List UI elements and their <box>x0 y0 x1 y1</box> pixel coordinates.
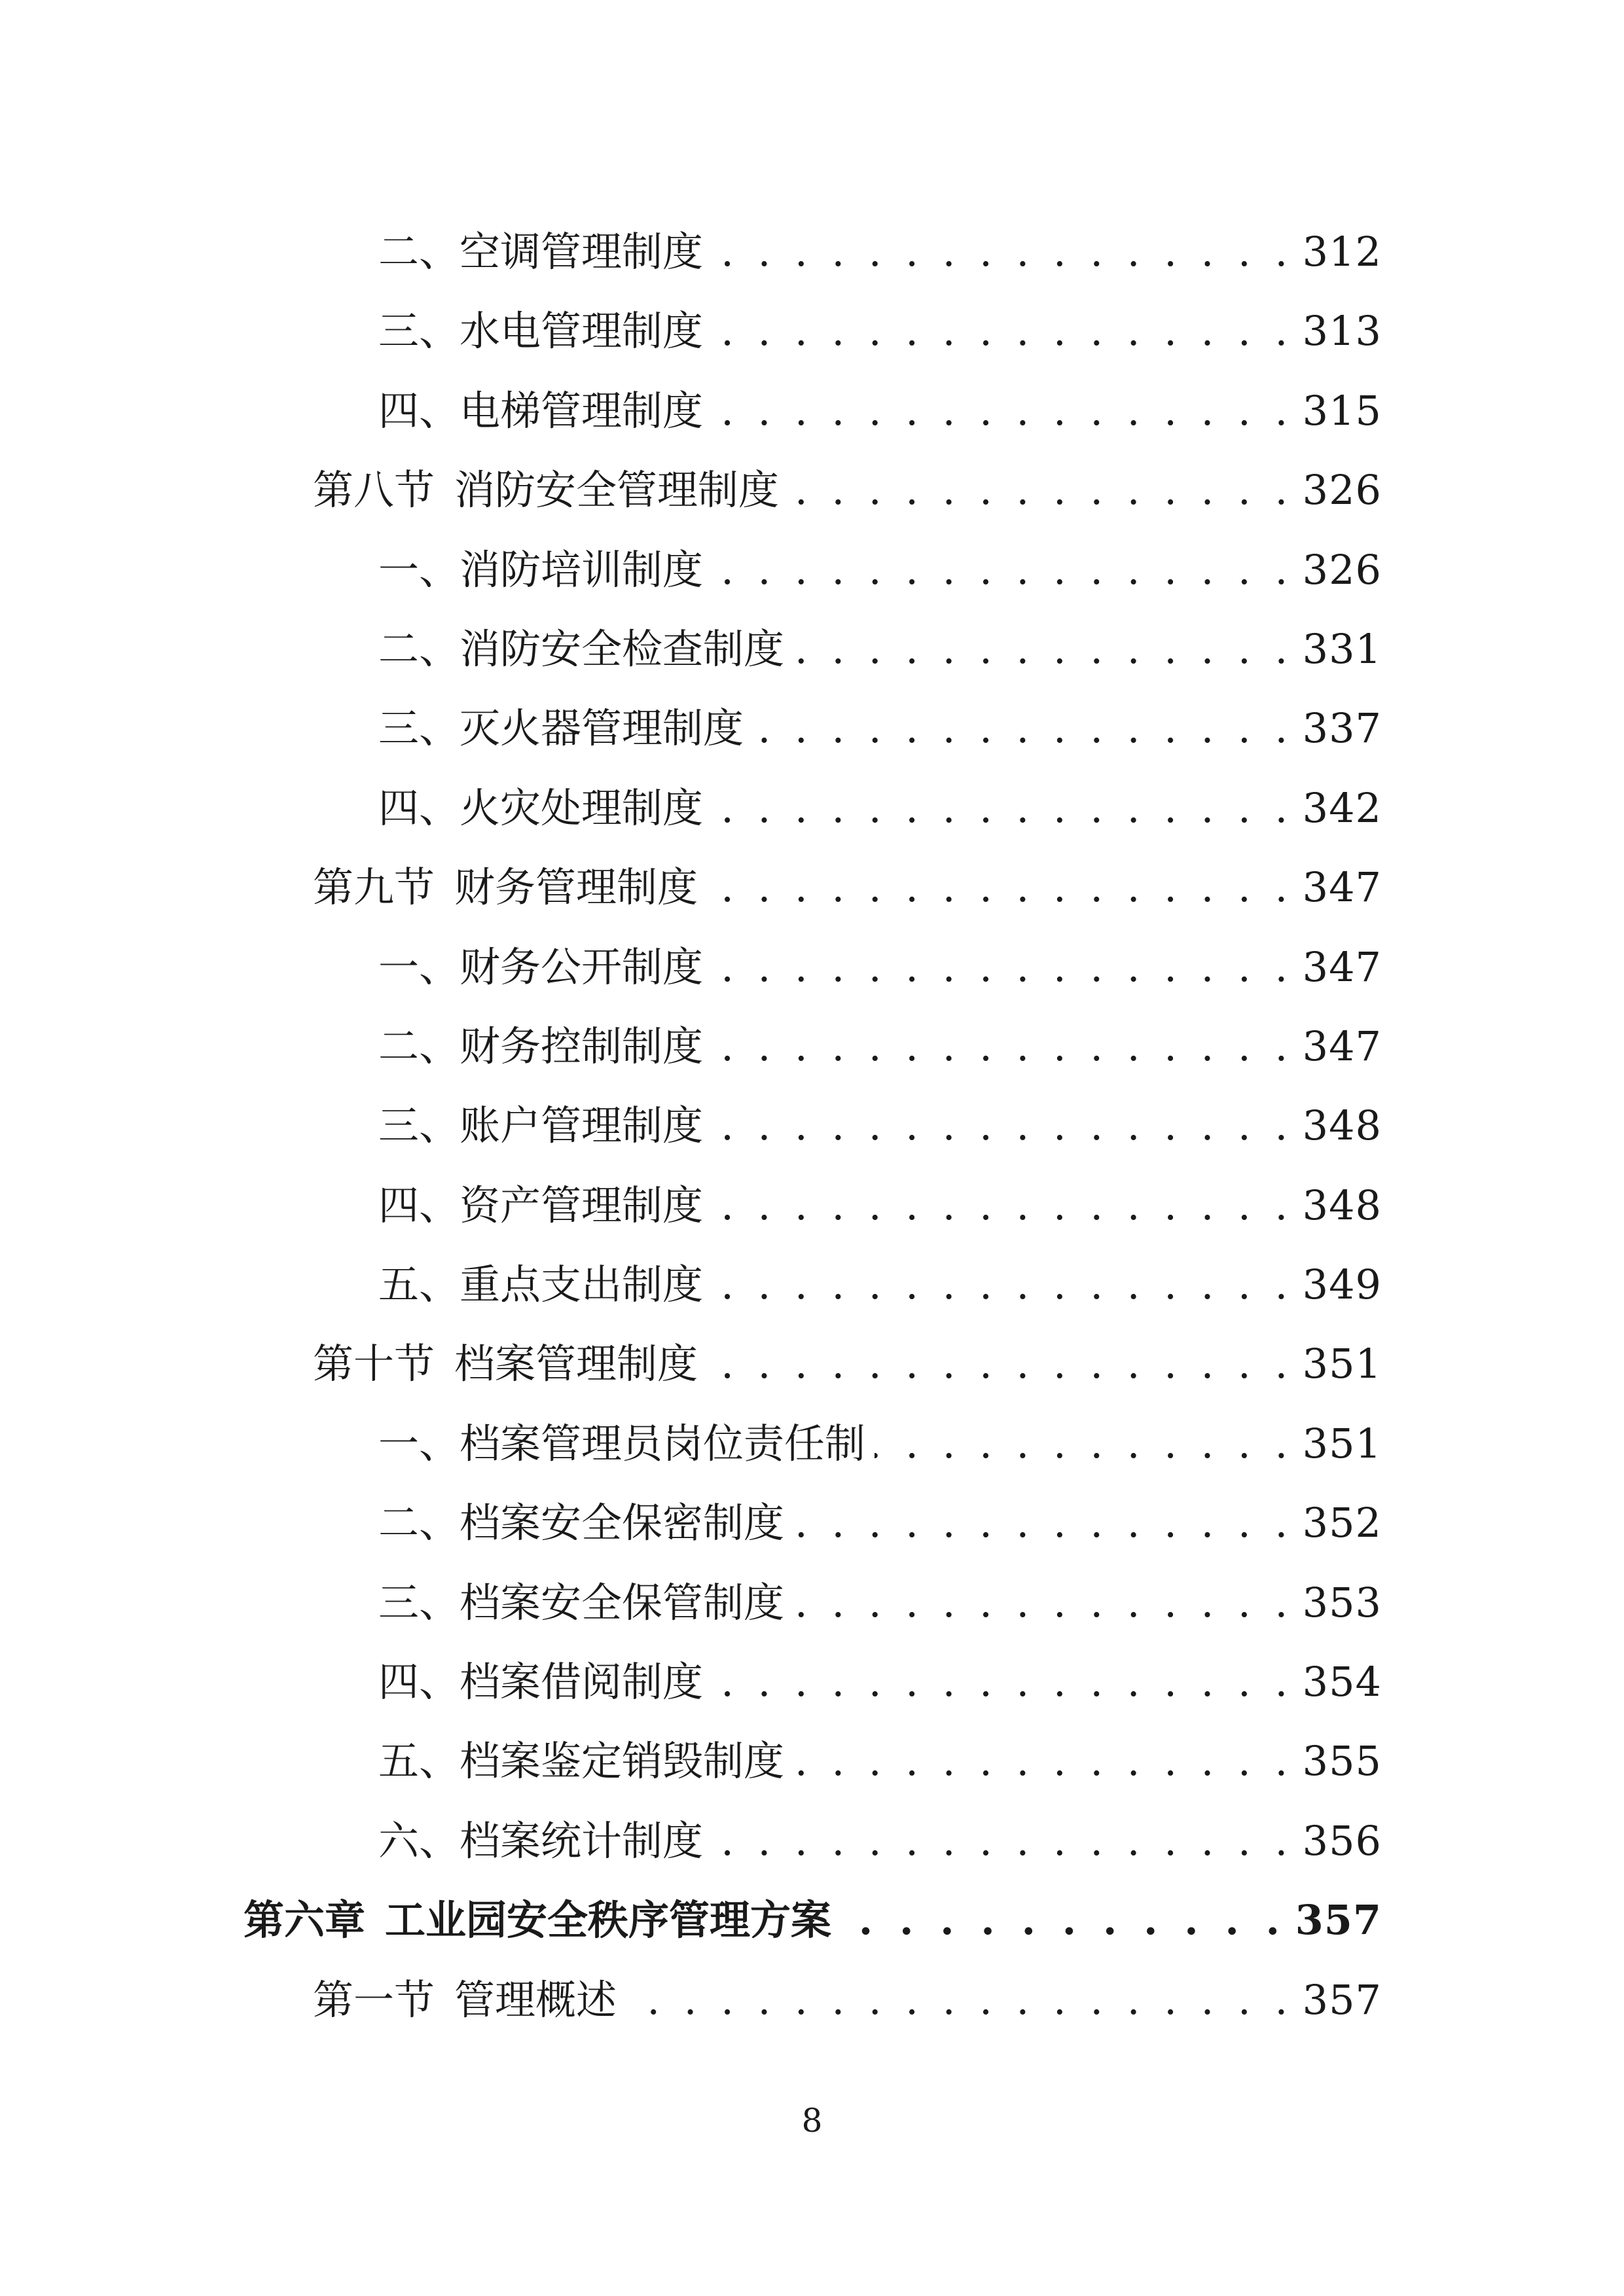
toc-entry-sub[interactable] <box>0 926 1624 1005</box>
toc-dot-leader <box>753 704 1293 753</box>
toc-entry-page: 313 <box>1302 307 1382 355</box>
toc-entry-number: 一、 <box>378 545 460 594</box>
toc-dot-leader <box>712 1022 1293 1071</box>
toc-entry-title: 空调管理制度 <box>460 228 704 276</box>
toc-entry-page: 351 <box>1302 1340 1382 1388</box>
toc-entry-sub[interactable] <box>0 608 1624 687</box>
toc-entry-line <box>378 687 1382 753</box>
toc-entry-sub[interactable] <box>0 1005 1624 1085</box>
toc-entry-number: 第六章 <box>244 1896 366 1945</box>
toc-entry-sub[interactable] <box>0 1085 1624 1164</box>
toc-entry-title: 水电管理制度 <box>460 307 704 355</box>
toc-entry-title: 灭火器管理制度 <box>460 704 744 753</box>
toc-dot-leader <box>712 1181 1293 1230</box>
toc-entry-line <box>378 1720 1382 1785</box>
toc-entry-sub[interactable] <box>0 1800 1624 1879</box>
toc-dot-leader <box>712 1658 1293 1706</box>
toc-entry-title: 档案安全保密制度 <box>460 1499 785 1547</box>
toc-entry-title: 管理概述 <box>454 1975 617 2024</box>
toc-entry-line <box>313 449 1382 514</box>
toc-entry-number: 三、 <box>378 1578 460 1626</box>
toc-entry-line <box>378 1800 1382 1865</box>
toc-entry-number: 三、 <box>378 704 460 753</box>
toc-entry-number: 四、 <box>378 783 460 832</box>
toc-entry-title: 财务管理制度 <box>454 863 698 912</box>
toc-entry-title: 档案管理员岗位责任制 <box>460 1419 866 1467</box>
toc-entry-page: 326 <box>1302 545 1382 594</box>
toc-entry-title: 消防安全管理制度 <box>454 466 780 514</box>
toc-entry-sub[interactable] <box>0 767 1624 846</box>
toc-dot-leader <box>788 466 1293 514</box>
toc-entry-number: 第九节 <box>313 863 435 912</box>
toc-entry-number: 第十节 <box>313 1340 435 1388</box>
toc-entry-line <box>313 1959 1382 2024</box>
toc-entry-sub[interactable] <box>0 370 1624 449</box>
toc-entry-line <box>378 1244 1382 1309</box>
toc-entry-page: 326 <box>1302 466 1382 514</box>
toc-entry-title: 电梯管理制度 <box>460 386 704 435</box>
toc-entry-line <box>378 529 1382 594</box>
toc-dot-leader <box>712 228 1293 276</box>
toc-entry-page: 315 <box>1302 386 1382 435</box>
toc-entry-sub[interactable] <box>0 1403 1624 1482</box>
toc-entry-sub[interactable] <box>0 290 1624 369</box>
toc-entry-title: 重点支出制度 <box>460 1261 704 1309</box>
toc-entry-number: 二、 <box>378 1022 460 1070</box>
toc-entry-line <box>378 1085 1382 1150</box>
toc-entry-number: 二、 <box>378 1499 460 1547</box>
toc-entry-sub[interactable] <box>0 1641 1624 1720</box>
toc-entry-sub[interactable] <box>0 1720 1624 1799</box>
toc-entry-title: 资产管理制度 <box>460 1181 704 1229</box>
toc-entry-line <box>378 1562 1382 1627</box>
toc-entry-title: 档案统计制度 <box>460 1816 704 1865</box>
toc-entry-number: 四、 <box>378 1658 460 1706</box>
toc-entry-line <box>378 370 1382 435</box>
toc-entry-page: 312 <box>1302 228 1382 276</box>
toc-entry-title: 财务公开制度 <box>460 942 704 991</box>
toc-entry-title: 账户管理制度 <box>460 1102 704 1150</box>
toc-dot-leader <box>875 1420 1293 1468</box>
toc-entry-number: 五、 <box>378 1261 460 1309</box>
toc-entry-number: 第一节 <box>313 1975 435 2024</box>
toc-dot-leader <box>712 307 1293 355</box>
toc-entry-title: 档案借阅制度 <box>460 1658 704 1706</box>
toc-dot-leader <box>707 1340 1293 1388</box>
toc-entry-line <box>378 1641 1382 1706</box>
toc-entry-line <box>378 1403 1382 1468</box>
toc-dot-leader <box>707 863 1293 912</box>
toc-dot-leader <box>712 784 1293 833</box>
toc-entry-number: 二、 <box>378 624 460 673</box>
toc-entry-page: 348 <box>1302 1102 1382 1150</box>
toc-entry-page: 353 <box>1302 1578 1382 1626</box>
toc-dot-leader <box>626 1976 1293 2024</box>
toc-entry-page: 348 <box>1302 1181 1382 1229</box>
table-of-contents <box>0 211 1624 2038</box>
toc-entry-title: 火灾处理制度 <box>460 783 704 832</box>
toc-entry-page: 354 <box>1302 1658 1382 1706</box>
toc-entry-number: 一、 <box>378 942 460 991</box>
toc-entry-line <box>378 290 1382 355</box>
toc-entry-title: 档案管理制度 <box>454 1340 698 1388</box>
toc-entry-title: 财务控制制度 <box>460 1022 704 1070</box>
toc-entry-title: 工业园安全秩序管理方案 <box>385 1896 832 1945</box>
toc-entry-title: 档案鉴定销毁制度 <box>460 1737 785 1785</box>
toc-entry-sub[interactable] <box>0 1244 1624 1323</box>
toc-entry-number: 四、 <box>378 1181 460 1229</box>
toc-entry-number: 三、 <box>378 307 460 355</box>
toc-entry-line <box>378 1005 1382 1071</box>
toc-entry-line <box>378 608 1382 673</box>
toc-entry-line <box>378 767 1382 833</box>
toc-entry-page: 355 <box>1302 1737 1382 1785</box>
toc-entry-section[interactable] <box>0 1323 1624 1402</box>
toc-entry-sub[interactable] <box>0 529 1624 608</box>
toc-entry-page: 331 <box>1302 624 1382 673</box>
toc-entry-number: 五、 <box>378 1737 460 1785</box>
toc-entry-number: 四、 <box>378 386 460 435</box>
toc-dot-leader <box>793 1579 1293 1627</box>
page-number: 8 <box>801 2102 823 2140</box>
toc-dot-leader <box>793 625 1293 673</box>
toc-entry-line <box>313 1323 1382 1388</box>
toc-entry-title: 消防培训制度 <box>460 545 704 594</box>
toc-entry-number: 二、 <box>378 228 460 276</box>
toc-dot-leader <box>793 1737 1293 1785</box>
toc-entry-number: 三、 <box>378 1102 460 1150</box>
toc-entry-line <box>378 1164 1382 1230</box>
toc-entry-section[interactable] <box>0 846 1624 925</box>
toc-dot-leader <box>793 1499 1293 1547</box>
toc-entry-page: 342 <box>1302 783 1382 832</box>
toc-entry-number: 一、 <box>378 1419 460 1467</box>
toc-entry-line <box>313 846 1382 912</box>
toc-entry-section[interactable] <box>0 1959 1624 2038</box>
toc-entry-page: 351 <box>1302 1419 1382 1467</box>
toc-entry-sub[interactable] <box>0 1562 1624 1641</box>
toc-entry-chapter[interactable] <box>0 1879 1624 1958</box>
toc-entry-page: 357 <box>1295 1896 1382 1945</box>
toc-entry-page: 347 <box>1302 863 1382 912</box>
toc-entry-section[interactable] <box>0 449 1624 528</box>
toc-dot-leader <box>840 1896 1286 1945</box>
toc-entry-line <box>244 1879 1382 1945</box>
toc-entry-number: 第八节 <box>313 466 435 514</box>
toc-entry-line <box>378 211 1382 276</box>
toc-dot-leader <box>712 387 1293 435</box>
toc-dot-leader <box>712 1261 1293 1309</box>
toc-entry-page: 352 <box>1302 1499 1382 1547</box>
toc-entry-sub[interactable] <box>0 1164 1624 1244</box>
toc-entry-page: 337 <box>1302 704 1382 753</box>
toc-dot-leader <box>712 546 1293 594</box>
toc-entry-line <box>378 926 1382 992</box>
toc-entry-sub[interactable] <box>0 687 1624 766</box>
toc-dot-leader <box>712 943 1293 992</box>
toc-entry-title: 消防安全检查制度 <box>460 624 785 673</box>
toc-entry-page: 347 <box>1302 1022 1382 1070</box>
toc-entry-page: 357 <box>1302 1975 1382 2024</box>
toc-entry-sub[interactable] <box>0 211 1624 290</box>
toc-entry-line <box>378 1482 1382 1547</box>
toc-entry-page: 349 <box>1302 1261 1382 1309</box>
toc-entry-page: 356 <box>1302 1816 1382 1865</box>
toc-dot-leader <box>712 1102 1293 1150</box>
toc-entry-page: 347 <box>1302 942 1382 991</box>
toc-dot-leader <box>712 1817 1293 1865</box>
toc-entry-title: 档案安全保管制度 <box>460 1578 785 1626</box>
toc-entry-number: 六、 <box>378 1816 460 1865</box>
toc-entry-sub[interactable] <box>0 1482 1624 1561</box>
